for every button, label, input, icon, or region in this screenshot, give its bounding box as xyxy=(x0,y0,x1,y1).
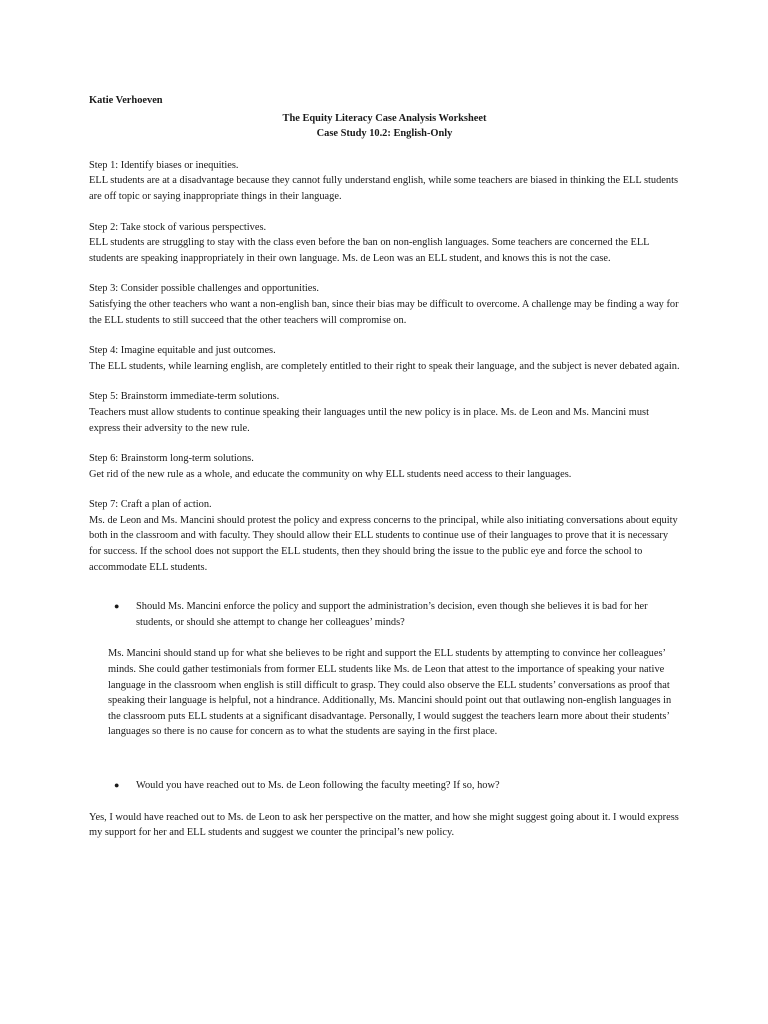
step-heading: Step 5: Brainstorm immediate-term solutions. xyxy=(89,391,280,403)
step-6 xyxy=(89,451,680,482)
author-name: Katie Verhoeven xyxy=(89,95,163,106)
answer-1: Ms. Mancini should stand up for what she believes to be right and support the ELL students by attempting to convince her colleagues’ minds. She could gather testimonials from former ELL students like Ms. de Leon that attest to the importance of speaking your native language in the classroom when english is still difficult to grasp. They could also observe the ELL students’ conversations as proof that speaking their language is helpful, not a hindrance. Additionally, Ms. Mancini should point out that outlawing non-english languages in the classroom puts ELL students at a significant disadvantage. Personally, I would suggest the teachers learn more about their students’ languages so there is no cause for concern as to what the students are saying in the first place. xyxy=(108,648,672,738)
step-body: Satisfying the other teachers who want a non-english ban, since their bias may be difficult to overcome. A challenge may be finding a way for the ELL students to still succeed that the other teachers will compromise on. xyxy=(89,298,679,326)
step-body: Teachers must allow students to continue speaking their languages until the new policy is in place. Ms. de Leon and Ms. Mancini must express their adversity to the new rule. xyxy=(89,406,649,434)
step-heading: Step 3: Consider possible challenges and opportunities. xyxy=(89,283,320,295)
step-body: Get rid of the new rule as a whole, and educate the community on why ELL students need access to their languages. xyxy=(89,468,572,480)
bullet-icon: ● xyxy=(114,780,120,790)
step-3 xyxy=(89,281,680,328)
step-heading: Step 2: Take stock of various perspectives. xyxy=(89,221,267,233)
question-1 xyxy=(89,599,680,630)
step-2 xyxy=(89,220,680,267)
step-body: ELL students are at a disadvantage because they cannot fully understand english, while some teachers are biased in thinking the ELL students are off topic or saying inappropriate things in their language. xyxy=(89,175,679,202)
step-heading: Step 7: Craft a plan of action. xyxy=(89,499,212,511)
step-heading: Step 6: Brainstorm long-term solutions. xyxy=(89,453,254,465)
bullet-icon: ● xyxy=(114,601,120,612)
answer-2: Yes, I would have reached out to Ms. de Leon to ask her perspective on the matter, and how she might suggest going about it. I would express my support for her and ELL students and suggest we counter the principal’s new policy. xyxy=(89,811,679,839)
step-heading: Step 1: Identify biases or inequities. xyxy=(89,159,239,171)
document-subtitle: Case Study 10.2: English-Only xyxy=(316,128,453,140)
step-7 xyxy=(89,497,680,575)
step-body: The ELL students, while learning english, are completely entitled to their right to speak their language, and the subject is never debated again. xyxy=(89,360,680,372)
step-1 xyxy=(89,158,680,205)
step-body: ELL students are struggling to stay with the class even before the ban on non-english languages. Some teachers are concerned the ELL students are speaking inappropriately in their own language. Ms. de Leon was an ELL student, and knows this is not the case. xyxy=(89,237,650,264)
question-text: Would you have reached out to Ms. de Leon following the faculty meeting? If so, how? xyxy=(136,780,500,791)
title-block xyxy=(89,111,680,142)
steps-list xyxy=(89,158,680,575)
step-body: Ms. de Leon and Ms. Mancini should protest the policy and express concerns to the principal, while also initiating conversations about equity both in the classroom and with faculty. They should allow their ELL students to continue use of their languages to prove that it is necessary for success. If the school does not support the ELL students, then they should bring the issue to the public eye and force the school to accommodate ELL students. xyxy=(89,514,678,573)
step-5 xyxy=(89,389,680,436)
question-text: Should Ms. Mancini enforce the policy and support the administration’s decision, even though she believes it is bad for her students, or should she attempt to change her colleagues’ minds? xyxy=(136,601,648,628)
step-4 xyxy=(89,343,680,374)
question-2 xyxy=(89,778,680,794)
document-title: The Equity Literacy Case Analysis Worksheet xyxy=(282,112,487,124)
step-heading: Step 4: Imagine equitable and just outcomes. xyxy=(89,345,276,357)
